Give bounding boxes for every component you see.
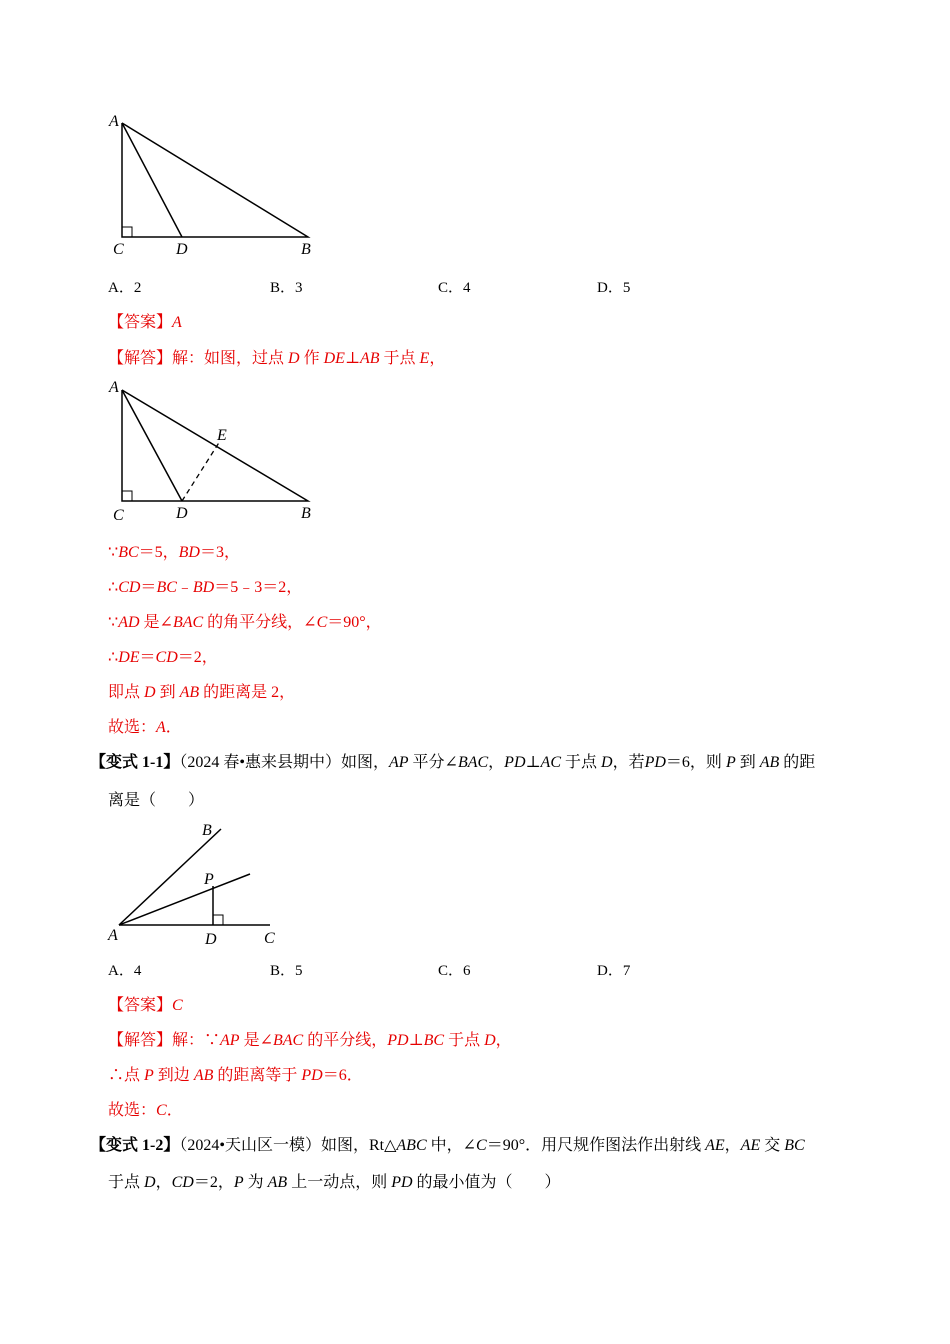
option-c: C．6	[438, 963, 471, 979]
label-C: C	[264, 930, 275, 947]
label-E: E	[217, 427, 227, 444]
label-A: A	[109, 113, 119, 130]
question-1-1-line-1: 【变式 1-1】（2024 春•惠来县期中）如图，AP 平分∠BAC，PD⊥AC 于点 D，若PD＝6，则 P 到 AB 的距	[90, 754, 816, 771]
figure-triangle-1	[100, 108, 330, 258]
option-d: D．5	[597, 280, 631, 296]
solution-1-head: 【解答】解：如图，过点 D 作 DE⊥AB 于点 E，	[108, 350, 446, 367]
solution-1-line-4: ∴DE＝CD＝2，	[108, 649, 218, 666]
question-1-2-line-1: 【变式 1-2】（2024•天山区一模）如图，Rt△ABC 中，∠C＝90°．用尺规作图法作出射线 AE，AE 交 BC	[90, 1137, 805, 1154]
label-B: B	[301, 241, 311, 258]
option-c: C．4	[438, 280, 471, 296]
figure-triangle-2	[100, 373, 330, 528]
solution-1-line-2: ∴CD＝BC﹣BD＝5﹣3＝2，	[108, 579, 303, 596]
answer-2: 【答案】C	[108, 997, 183, 1014]
option-a: A．4	[108, 963, 142, 979]
solution-1-line-3: ∵AD 是∠BAC 的角平分线，∠C＝90°，	[108, 614, 382, 631]
option-a: A．2	[108, 280, 142, 296]
option-b: B．3	[270, 280, 303, 296]
label-P: P	[204, 871, 214, 888]
label-A: A	[108, 927, 118, 944]
question-1-1-line-2: 离是（ ）	[108, 792, 205, 809]
label-D: D	[176, 505, 188, 522]
solution-1-line-6: 故选：A．	[108, 719, 182, 736]
figure-angle-bisector	[100, 818, 300, 950]
label-A: A	[109, 379, 119, 396]
option-b: B．5	[270, 963, 303, 979]
label-C: C	[113, 241, 124, 258]
label-B: B	[301, 505, 311, 522]
solution-2-head: 【解答】解：∵AP 是∠BAC 的平分线，PD⊥BC 于点 D，	[108, 1032, 512, 1049]
label-C: C	[113, 507, 124, 524]
option-d: D．7	[597, 963, 631, 979]
answer-1: 【答案】A	[108, 314, 182, 331]
solution-1-line-1: ∵BC＝5，BD＝3，	[108, 544, 240, 561]
label-D: D	[205, 931, 217, 948]
solution-2-line-1: ∴点 P 到边 AB 的距离等于 PD＝6．	[108, 1067, 363, 1084]
question-1-2-line-2: 于点 D，CD＝2，P 为 AB 上一动点，则 PD 的最小值为（ ）	[108, 1174, 561, 1191]
solution-1-line-5: 即点 D 到 AB 的距离是 2，	[108, 684, 296, 701]
solution-2-line-2: 故选：C．	[108, 1102, 183, 1119]
label-D: D	[176, 241, 188, 258]
label-B: B	[202, 822, 212, 839]
